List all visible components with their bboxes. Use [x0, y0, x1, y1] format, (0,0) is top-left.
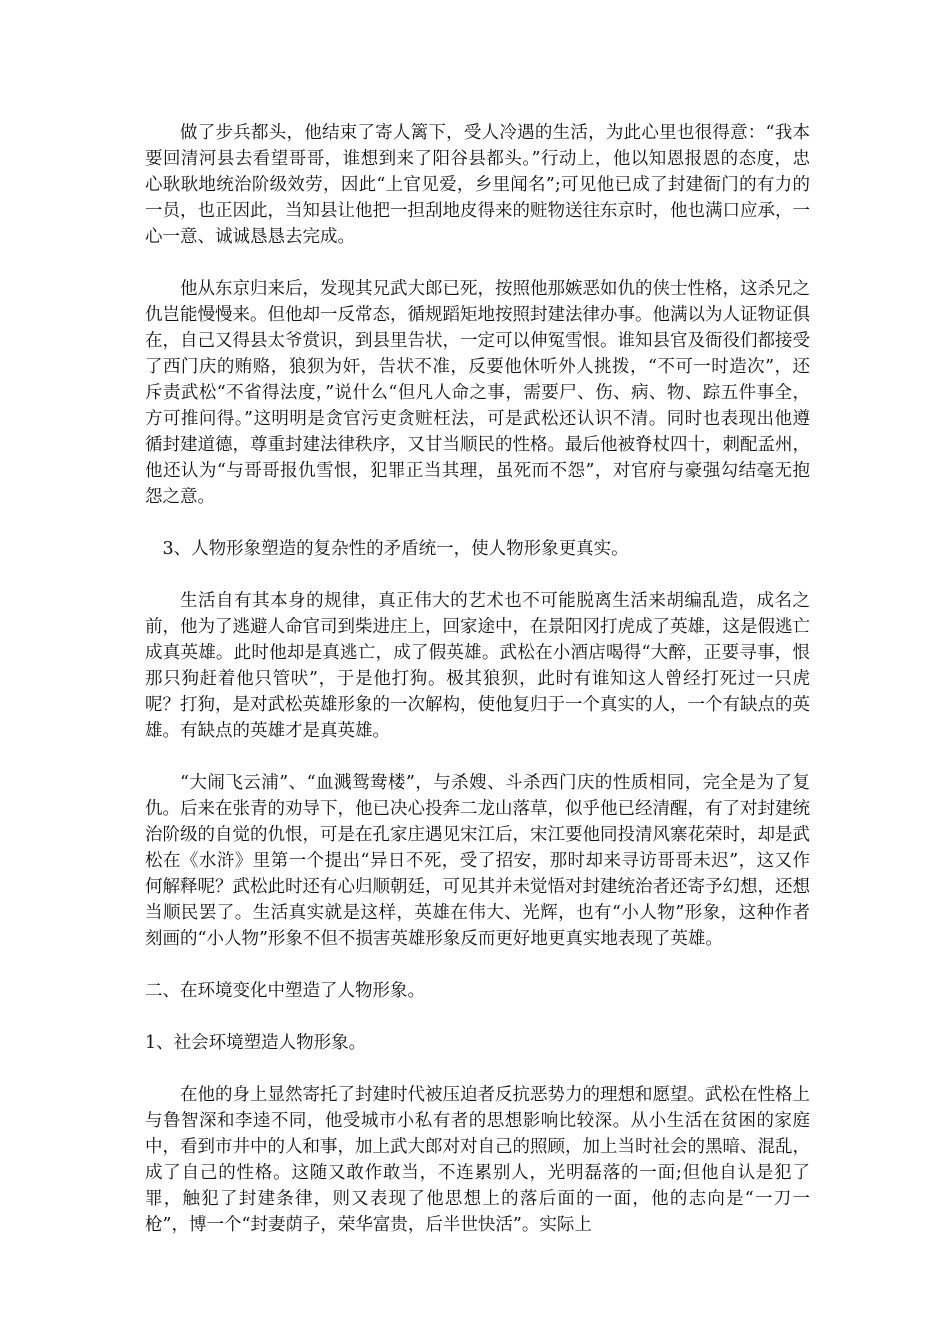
document-page [145, 120, 810, 1264]
paragraph-5: 在他的身上显然寄托了封建时代被压迫者反抗恶势力的理想和愿望。武松在性格上与鲁智深和李逵不同，他受城市小私有者的思想影响比较深。从小生活在贫困的家庭中，看到市井中的人和事，加上武大郎对对自己的照顾，加上当时社会的黑暗、混乱，成了自己的性格。这随又敢作敢当，不连累别人，光明磊落的一面;但他自认是犯了罪，触犯了封建条律，则又表现了他思想上的落后面的一面，他的志向是“一刀一枪”，博一个“封妻荫子，荣华富贵，后半世快活”。实际上 [145, 1085, 810, 1235]
paragraph-1: 做了步兵都头，他结束了寄人篱下，受人冷遇的生活，为此心里也很得意：“我本要回清河县去看望哥哥，谁想到来了阳谷县都头。”行动上，他以知恩报恩的态度，忠心耿耿地统治阶级效劳，因此“上官见爱，乡里闻名”;可见他已成了封建衙门的有力的一员，也正因此，当知县让他把一担刮地皮得来的赃物送往东京时，他也满口应承，一心一意、诚诚恳恳去完成。 [145, 123, 810, 247]
paragraph-4: “大闹飞云浦”、“血溅鸳鸯楼”，与杀嫂、斗杀西门庆的性质相同，完全是为了复仇。后来在张青的劝导下，他已决心投奔二龙山落草，似乎他已经清醒，有了对封建统治阶级的自觉的仇恨，可是在孔家庄遇见宋江后，宋江要他同投清风寨花荣时，却是武松在《水浒》里第一个提出“异日不死，受了招安，那时却来寻访哥哥未迟”，这又作何解释呢？武松此时还有心归顺朝廷，可见其并未觉悟对封建统治者还寄予幻想，还想当顺民罢了。生活真实就是这样，英雄在伟大、光辉，也有“小人物”形象，这种作者刻画的“小人物”形象不但不损害英雄形象反而更好地更真实地表现了英雄。 [145, 773, 810, 949]
paragraph-3: 生活自有其本身的规律，真正伟大的艺术也不可能脱离生活来胡编乱造，成名之前，他为了逃避人命官司到柴进庄上，回家途中，在景阳冈打虎成了英雄，这是假逃亡成真英雄。此时他却是真逃亡，成了假英雄。武松在小酒店喝得“大醉，正要寻事，恨那只狗赶着他只管吠”，于是他打狗。极其狼狈，此时有谁知这人曾经打死过一只虎呢？打狗，是对武松英雄形象的一次解构，使他复归于一个真实的人，一个有缺点的英雄。有缺点的英雄才是真英雄。 [145, 591, 810, 741]
section-heading-3: 3、人物形象塑造的复杂性的矛盾统一，使人物形象更真实。 [162, 539, 629, 559]
chapter-heading-2: 二、在环境变化中塑造了人物形象。 [145, 981, 425, 1001]
paragraph-2: 他从东京归来后，发现其兄武大郎已死，按照他那嫉恶如仇的侠士性格，这杀兄之仇岂能慢慢来。但他却一反常态，循规蹈矩地按照封建法律办事。他满以为人证物证俱在，自己又得县太爷赏识，到县里告状，一定可以伸冤雪恨。谁知县官及衙役们都接受了西门庆的贿赂，狼狈为奸，告状不准，反要他休听外人挑拨，“不可一时造次”，还斥责武松“不省得法度，”说什么“但凡人命之事，需要尸、伤、病、物、踪五件事全，方可推问得。”这明明是贪官污吏贪赃枉法，可是武松还认识不清。同时也表现出他遵循封建道德，尊重封建法律秩序，又甘当顺民的性格。最后他被脊杖四十，刺配孟州，他还认为“与哥哥报仇雪恨，犯罪正当其理，虽死而不怨”，对官府与豪强勾结毫无抱怨之意。 [145, 279, 810, 507]
section-heading-1: 1、社会环境塑造人物形象。 [145, 1033, 367, 1053]
